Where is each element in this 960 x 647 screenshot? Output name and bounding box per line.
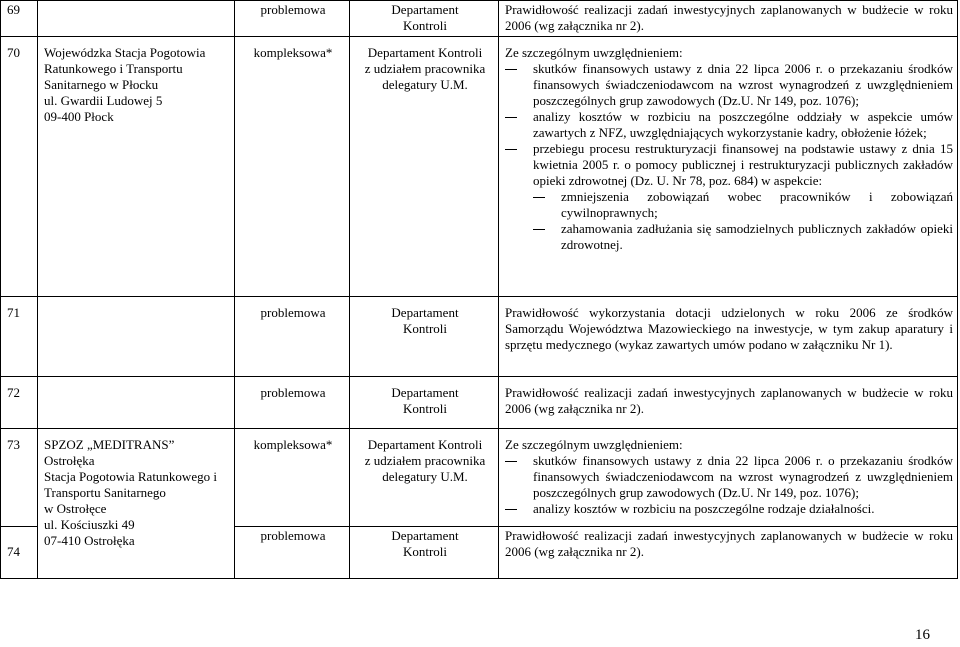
department-line: delegatury U.M. [382, 469, 468, 484]
department [350, 429, 499, 527]
row-number: 70 [1, 37, 38, 297]
department-line: Kontroli [402, 401, 448, 416]
scope-bullet: skutków finansowych ustawy z dnia 22 lipca 2006 r. o przekazaniu środków finansowych świadczeniodawcom na wzrost wynagrodzeń z uwzględnieniem poszczególnych grup zawodowych (Dz.U. Nr 149, poz. 1076); [505, 61, 953, 109]
scope-text: Prawidłowość realizacji zadań inwestycyjnych zaplanowanych w budżecie w roku 2006 (wg załącznika nr 2). [505, 2, 953, 33]
entity-name-line: w Ostrołęce [44, 501, 107, 516]
entity-name-line: 09-400 Płock [44, 109, 114, 124]
entity-name-line: Ostrołęka [44, 453, 95, 468]
department [350, 37, 499, 297]
scope-bullet: przebiegu procesu restrukturyzacji finansowej na podstawie ustawy z dnia 15 kwietnia 2005 r. o pomocy publicznej i restrukturyzacji publicznych zakładów opieki zdrowotnej (Dz. U. Nr 78, poz. 684) w aspekcie: [505, 141, 953, 189]
scope-sub-bullet-list [533, 189, 953, 253]
department [350, 527, 499, 579]
entity-name-line: Sanitarnego w Płocku [44, 77, 159, 92]
entity-name-line: Ratunkowego i Transportu [44, 61, 183, 76]
control-scope [499, 377, 958, 429]
scope-bullet: skutków finansowych ustawy z dnia 22 lipca 2006 r. o przekazaniu środków finansowych świadczeniodawcom na wzrost wynagrodzeń z uwzględnieniem poszczególnych grup zawodowych (Dz.U. Nr 149, poz. 1076); [505, 453, 953, 501]
department [350, 377, 499, 429]
control-scope [499, 37, 958, 297]
control-scope [499, 1, 958, 37]
control-type: kompleksowa* [235, 37, 350, 297]
department-line: delegatury U.M. [382, 77, 468, 92]
department-line: z udziałem pracownika [364, 453, 486, 468]
control-type: problemowa [235, 297, 350, 377]
table-row [1, 37, 958, 297]
scope-bullet: analizy kosztów w rozbiciu na poszczególne oddziały w aspekcie umów zawartych z NFZ, uwzględniających wykorzystanie kadry, obłożenie łóżek; [505, 109, 953, 141]
table-row [1, 377, 958, 429]
scope-sub-bullet: zahamowania zadłużania się samodzielnych publicznych zakładów opieki zdrowotnej. [533, 221, 953, 253]
entity-name [38, 429, 235, 579]
row-number: 69 [1, 1, 38, 37]
entity-name-line: Wojewódzka Stacja Pogotowia [44, 45, 206, 60]
control-type: problemowa [235, 377, 350, 429]
scope-text: Prawidłowość realizacji zadań inwestycyjnych zaplanowanych w budżecie w roku 2006 (wg załącznika nr 2). [505, 385, 953, 416]
department-line: z udziałem pracownika [364, 61, 486, 76]
row-number: 72 [1, 377, 38, 429]
control-type: problemowa [235, 1, 350, 37]
table-row [1, 297, 958, 377]
control-scope [499, 297, 958, 377]
scope-sub-bullet: zmniejszenia zobowiązań wobec pracowników i zobowiązań cywilnoprawnych; [533, 189, 953, 221]
scope-intro: Ze szczególnym uwzględnieniem: [505, 437, 683, 452]
entity-name [38, 1, 235, 37]
entity-name-line: Stacja Pogotowia Ratunkowego i [44, 469, 217, 484]
entity-name-line: ul. Gwardii Ludowej 5 [44, 93, 163, 108]
department-line: Kontroli [402, 321, 448, 336]
control-type: problemowa [235, 527, 350, 579]
entity-name-line: Transportu Sanitarnego [44, 485, 166, 500]
department-line: Departament [391, 528, 459, 543]
department-line: Kontroli [402, 544, 448, 559]
entity-name-line: ul. Kościuszki 49 [44, 517, 135, 532]
scope-bullet: analizy kosztów w rozbiciu na poszczególne rodzaje działalności. [505, 501, 953, 517]
department-line: Departament Kontroli [367, 437, 483, 452]
row-number: 74 [1, 527, 38, 579]
row-number: 71 [1, 297, 38, 377]
entity-name [38, 377, 235, 429]
page-number: 16 [915, 627, 930, 643]
scope-sub-list-wrapper [505, 189, 953, 253]
row-number: 73 [1, 429, 38, 527]
entity-name-line: 07-410 Ostrołęka [44, 533, 135, 548]
scope-bullet-list [505, 453, 953, 517]
department-line: Departament [391, 305, 459, 320]
scope-text: Prawidłowość wykorzystania dotacji udzielonych w roku 2006 ze środków Samorządu Województwa Mazowieckiego na inwestycje, w tym zakup aparatury i sprzętu medycznego (wykaz zawartych umów podano w załączniku Nr 1). [505, 305, 953, 352]
entity-name [38, 297, 235, 377]
department-line: Departament [391, 2, 459, 17]
department [350, 1, 499, 37]
department-line: Departament [391, 385, 459, 400]
entity-name [38, 37, 235, 297]
department-line: Departament Kontroli [367, 45, 483, 60]
department [350, 297, 499, 377]
table-row [1, 429, 958, 527]
control-scope [499, 527, 958, 579]
scope-intro: Ze szczególnym uwzględnieniem: [505, 45, 683, 60]
table-row [1, 1, 958, 37]
entity-name-line: SPZOZ „MEDITRANS” [44, 437, 175, 452]
department-line: Kontroli [402, 18, 448, 33]
control-type: kompleksowa* [235, 429, 350, 527]
control-scope [499, 429, 958, 527]
scope-text: Prawidłowość realizacji zadań inwestycyjnych zaplanowanych w budżecie w roku 2006 (wg załącznika nr 2). [505, 528, 953, 559]
scope-bullet-list [505, 61, 953, 189]
